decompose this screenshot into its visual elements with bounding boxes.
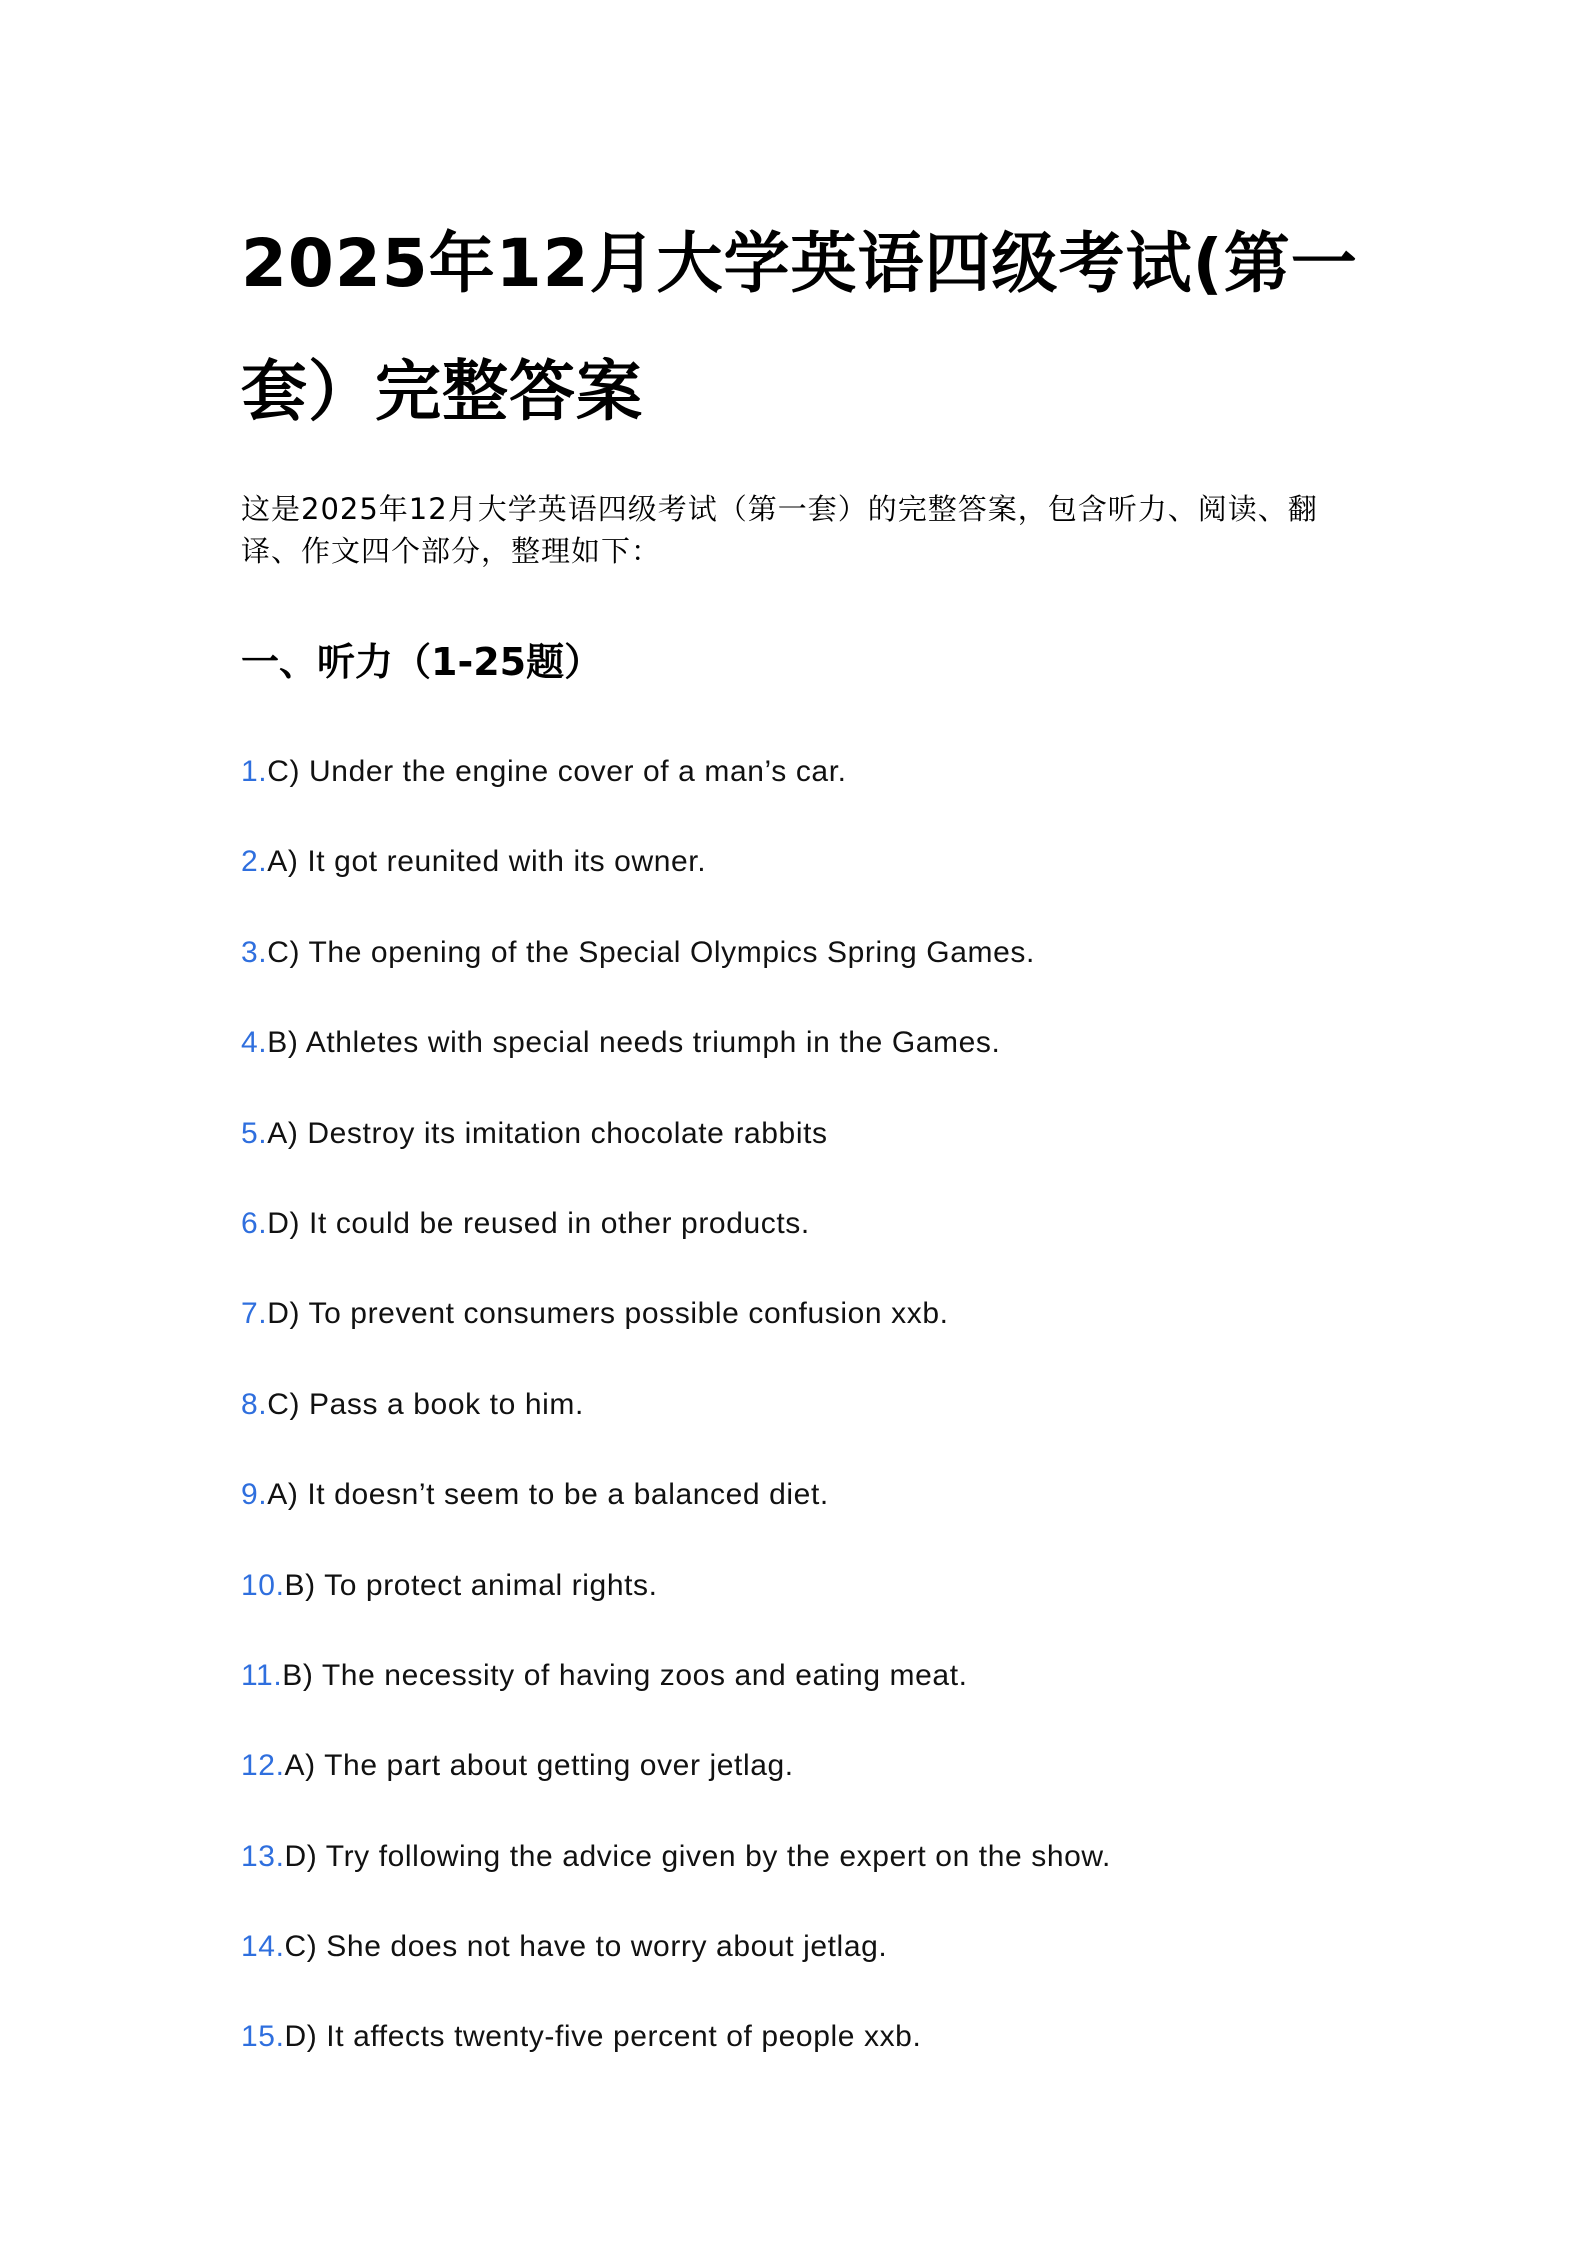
answer-item xyxy=(241,1294,1351,1384)
answer-item xyxy=(241,1023,1351,1113)
answer-text: D) It affects twenty-five percent of people xxb. xyxy=(284,2020,922,2054)
question-number: 4. xyxy=(241,1026,268,1060)
answer-text: A) Destroy its imitation chocolate rabbits xyxy=(267,1116,828,1150)
answer-text: C) The opening of the Special Olympics Spring Games. xyxy=(267,935,1035,969)
question-number: 10. xyxy=(241,1568,285,1602)
intro-paragraph: 这是2025年12月大学英语四级考试（第一套）的完整答案，包含听力、阅读、翻译、作文四个部分，整理如下： xyxy=(241,492,1318,568)
document-title: 2025年12月大学英语四级考试(第一套）完整答案 xyxy=(241,225,1358,430)
answer-item xyxy=(241,752,1351,842)
question-number: 13. xyxy=(241,1839,285,1873)
question-number: 12. xyxy=(241,1749,285,1783)
answer-item xyxy=(241,1927,1351,2017)
answer-item xyxy=(241,2017,1351,2107)
section-heading-listening: 一、听力（1-25题） xyxy=(241,640,603,684)
answer-text: C) She does not have to worry about jetlag. xyxy=(284,1930,888,1964)
answer-item xyxy=(241,1475,1351,1565)
answer-text: B) Athletes with special needs triumph in the Games. xyxy=(267,1026,1001,1060)
answer-text: A) The part about getting over jetlag. xyxy=(284,1749,794,1783)
answer-text: C) Pass a book to him. xyxy=(267,1387,584,1421)
question-number: 15. xyxy=(241,2020,285,2054)
answer-text: A) It doesn’t seem to be a balanced diet. xyxy=(267,1478,829,1512)
question-number: 3. xyxy=(241,935,268,969)
question-number: 2. xyxy=(241,845,268,879)
question-number: 6. xyxy=(241,1206,268,1240)
answer-item xyxy=(241,1746,1351,1836)
answer-item xyxy=(241,842,1351,932)
answer-text: D) It could be reused in other products. xyxy=(267,1206,810,1240)
answer-item xyxy=(241,933,1351,1023)
answer-text: D) Try following the advice given by the expert on the show. xyxy=(284,1839,1111,1873)
question-number: 8. xyxy=(241,1387,268,1421)
answer-list xyxy=(241,752,1351,2108)
answer-item xyxy=(241,1204,1351,1294)
answer-text: C) Under the engine cover of a man’s car. xyxy=(267,755,847,788)
answer-text: B) To protect animal rights. xyxy=(284,1568,658,1602)
answer-item xyxy=(241,1114,1351,1204)
question-number: 14. xyxy=(241,1930,285,1964)
question-number: 11. xyxy=(241,1658,283,1692)
question-number: 1. xyxy=(241,755,268,788)
question-number: 9. xyxy=(241,1478,268,1512)
answer-item xyxy=(241,1385,1351,1475)
answer-text: A) It got reunited with its owner. xyxy=(267,845,707,879)
question-number: 5. xyxy=(241,1116,268,1150)
answer-text: D) To prevent consumers possible confusion xxb. xyxy=(267,1297,949,1331)
answer-text: B) The necessity of having zoos and eating meat. xyxy=(282,1658,968,1692)
question-number: 7. xyxy=(241,1297,268,1331)
answer-item xyxy=(241,1837,1351,1927)
answer-item xyxy=(241,1566,1351,1656)
answer-item xyxy=(241,1656,1351,1746)
